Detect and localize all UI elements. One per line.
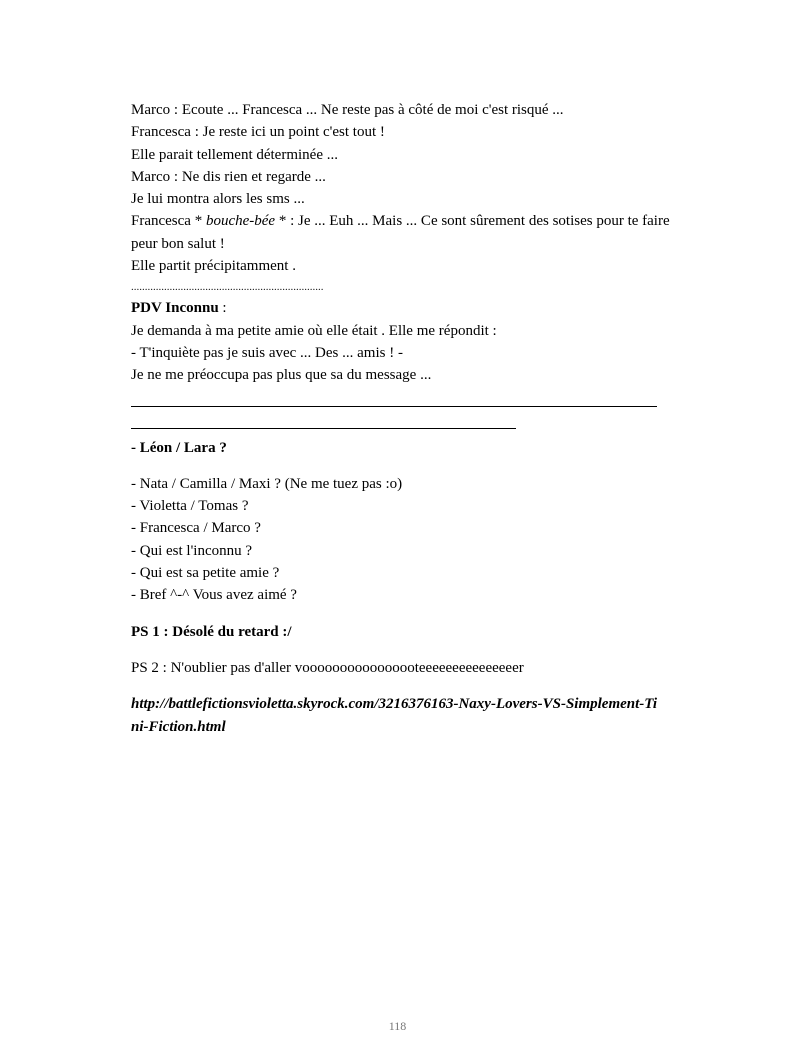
fiction-link[interactable]: http://battlefictionsvioletta.skyrock.com/3216376163-Naxy-Lovers-VS-Simplement-Tini-Fiction.html <box>131 696 658 735</box>
ps1-text: PS 1 : Désolé du retard :/ <box>131 623 292 640</box>
page-content <box>131 99 671 738</box>
francesca-italic: bouche-bée <box>205 213 276 230</box>
pdv-heading <box>131 297 671 319</box>
francesca-prefix: Francesca * <box>131 213 206 230</box>
question-item: - Qui est l'inconnu ? <box>131 542 253 559</box>
story-line: Marco : Ecoute ... Francesca ... Ne reste pas à côté de moi c'est risqué ... <box>131 102 564 118</box>
pdv-line: Je ne me préoccupa pas plus que sa du message ... <box>131 367 432 384</box>
francesca-line <box>131 210 671 255</box>
story-line: Elle partit précipitamment . <box>131 258 296 275</box>
pdv-title: PDV Inconnu <box>131 300 219 317</box>
francesca-suffix: * : Je ... Euh ... Mais ... Ce sont sûrement des sotises pour te faire peur bon salut ! <box>131 213 670 252</box>
pdv-line: - T'inquiète pas je suis avec ... Des ... amis ! - <box>131 344 403 361</box>
story-line: Francesca : Je reste ici un point c'est tout ! <box>131 124 385 141</box>
ps2-text: PS 2 : N'oublier pas d'aller voooooooooooooooteeeeeeeeeeeeeeer <box>131 659 524 676</box>
story-line: Marco : Ne dis rien et regarde ... <box>131 168 326 185</box>
question-item: - Violetta / Tomas ? <box>131 498 249 515</box>
horizontal-rule <box>131 406 657 407</box>
question-item: - Francesca / Marco ? <box>131 520 261 537</box>
story-line: Elle parait tellement déterminée ... <box>131 146 338 163</box>
question-item: - Nata / Camilla / Maxi ? (Ne me tuez pas :o) <box>131 475 403 492</box>
dotted-separator: ...................................................................... <box>131 281 324 294</box>
pdv-line: Je demanda à ma petite amie où elle était . Elle me répondit : <box>131 322 497 339</box>
question-first: - Léon / Lara ? <box>131 439 227 456</box>
page-number: 118 <box>388 1019 407 1033</box>
question-item: - Qui est sa petite amie ? <box>131 565 280 582</box>
story-line: Je lui montra alors les sms ... <box>131 191 305 208</box>
pdv-title-suffix: : <box>218 300 227 317</box>
question-item: - Bref ^-^ Vous avez aimé ? <box>131 587 297 604</box>
